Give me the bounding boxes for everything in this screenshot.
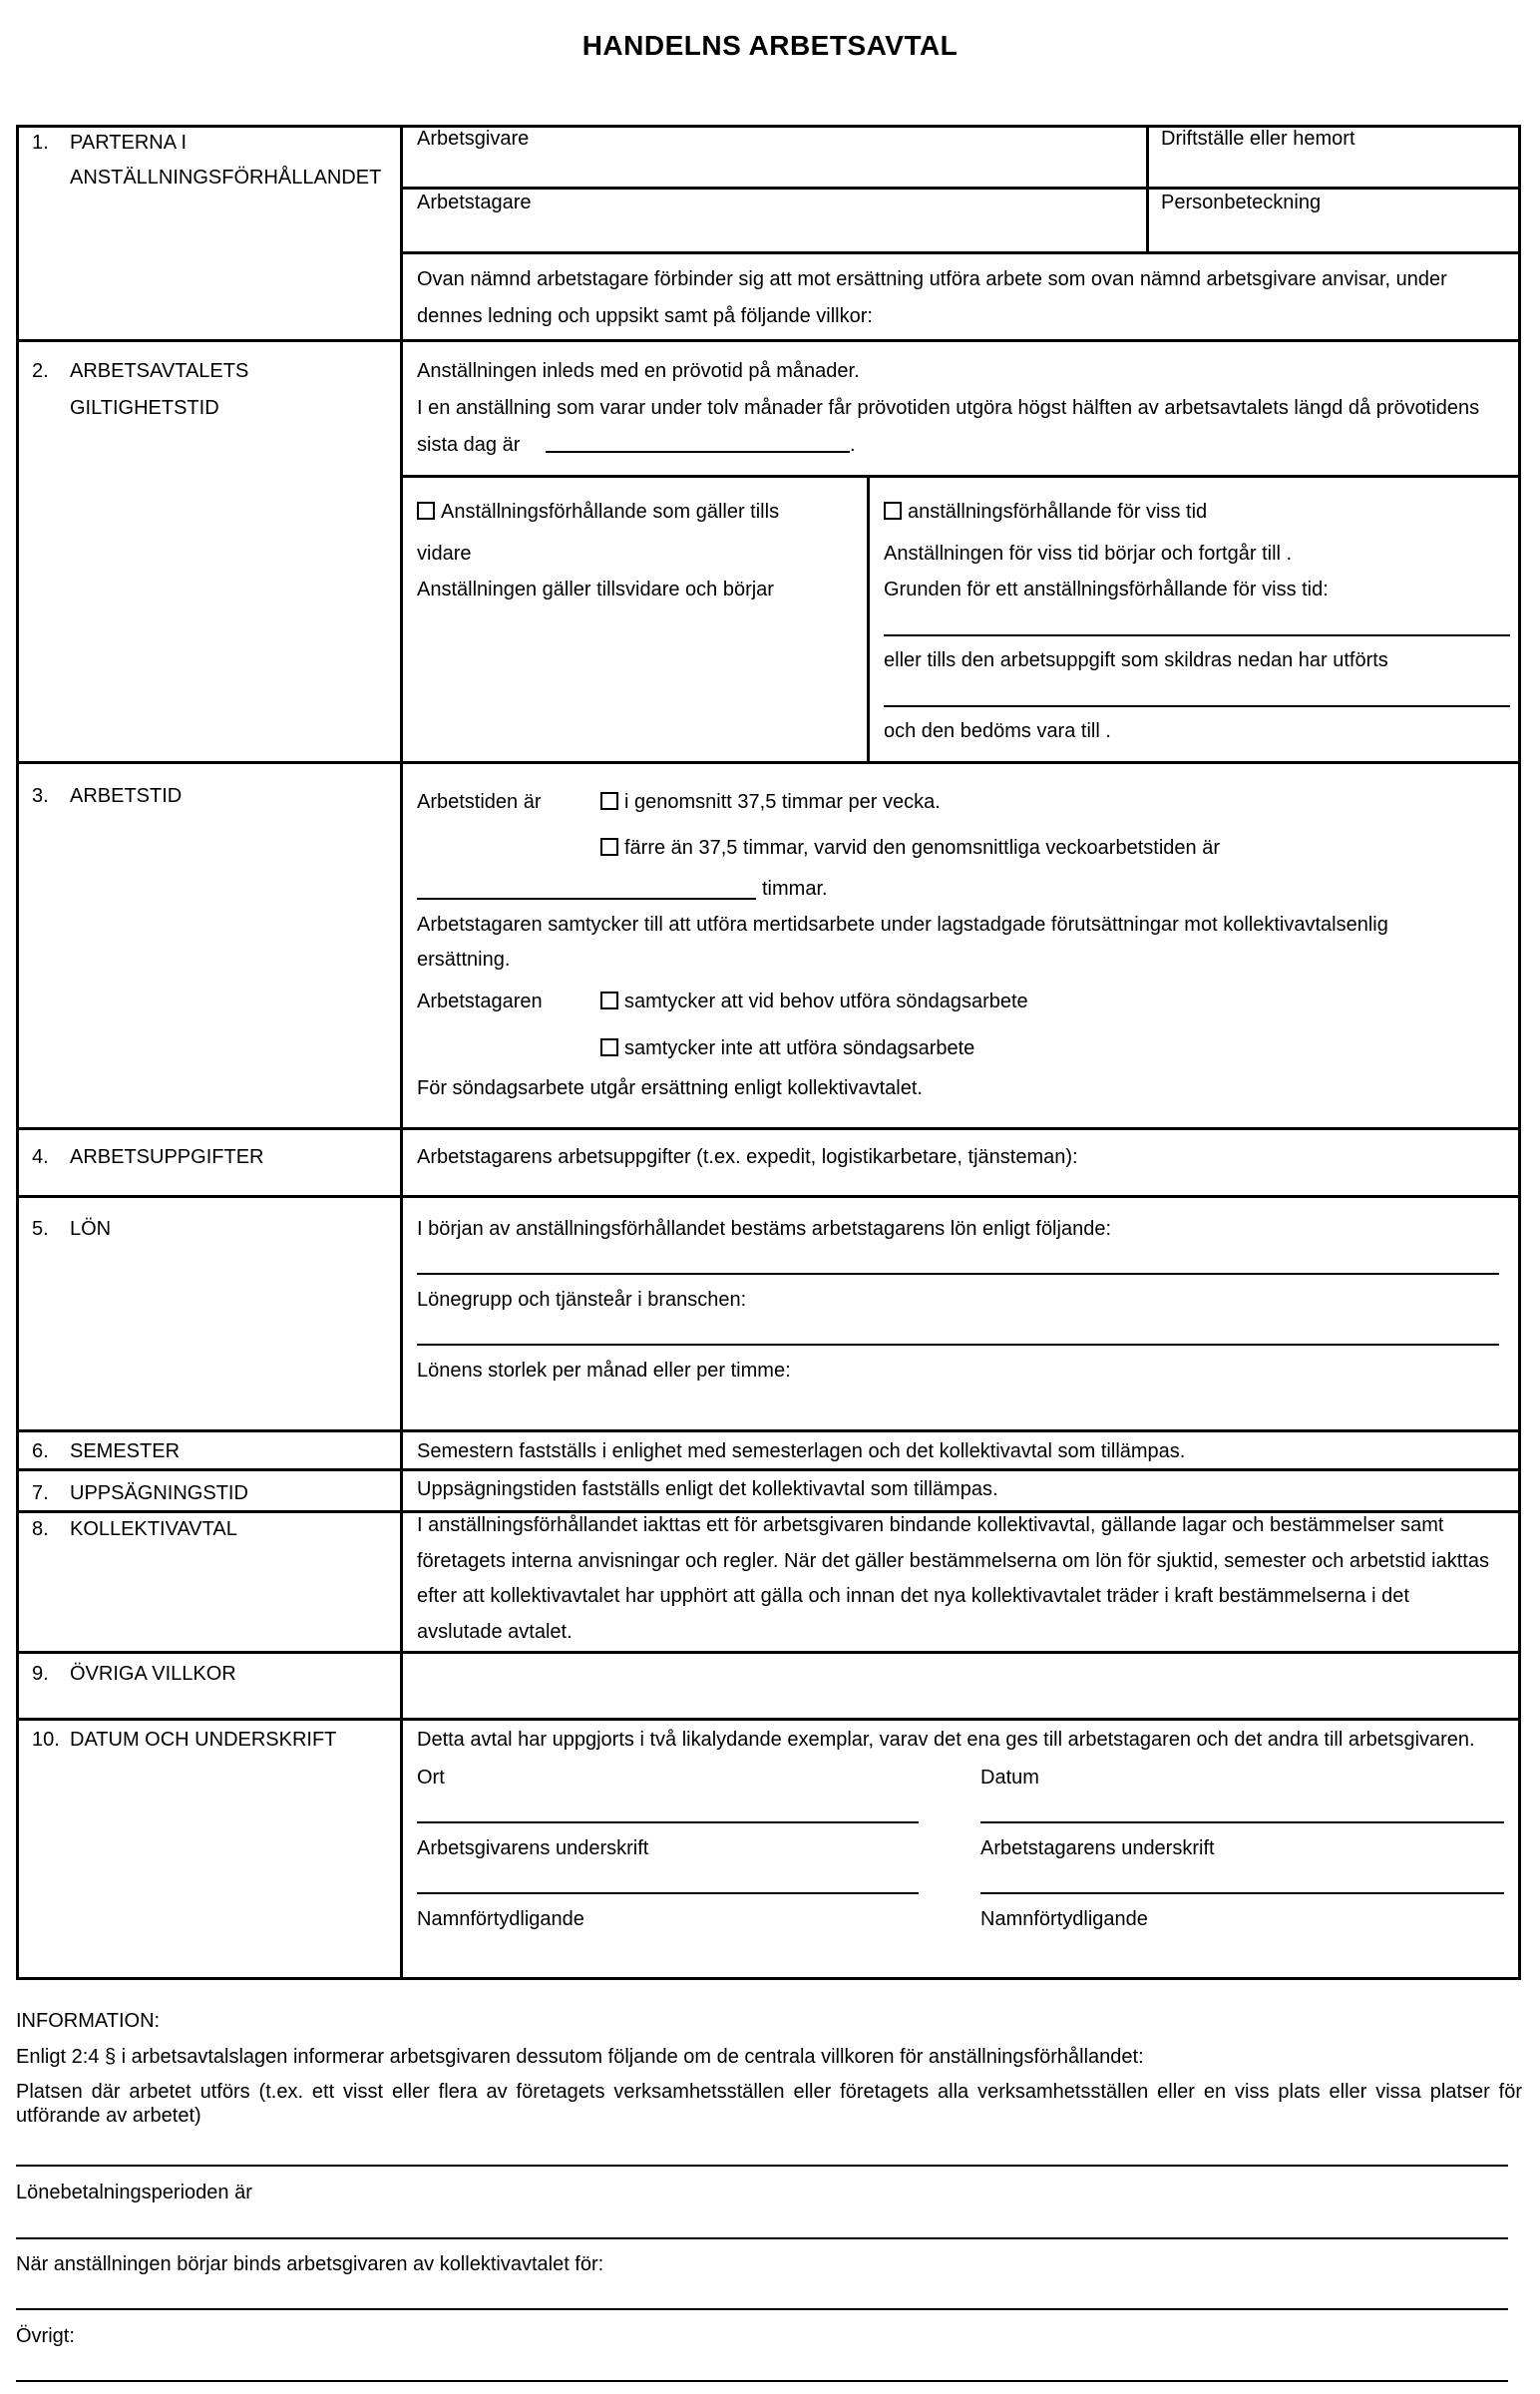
pay-period-line[interactable] xyxy=(16,2237,1508,2239)
s1-text-line1: Ovan nämnd arbetstagare förbinder sig att mot ersättning utföra arbete som ovan nämnd arbetsgivare anvisar, under xyxy=(417,268,1447,290)
info-intro: Enligt 2:4 § i arbetsavtalslagen informerar arbetsgivaren dessutom följande om de centrala villkoren för anställningsförhållandet: xyxy=(16,2046,1144,2068)
s2-number: 2. xyxy=(32,360,49,382)
s1-row-divider xyxy=(400,187,1521,190)
salary-group-label: Lönegrupp och tjänsteår i branschen: xyxy=(417,1289,747,1311)
collective-agreement-line[interactable] xyxy=(16,2308,1508,2310)
workplace-line[interactable] xyxy=(16,2165,1508,2167)
divider-s3 xyxy=(16,761,1521,764)
other-line[interactable] xyxy=(16,2380,1508,2382)
fixed-term-label: anställningsförhållande för viss tid xyxy=(908,501,1208,523)
fulltime-option[interactable] xyxy=(600,790,941,814)
s8-label: KOLLEKTIVAVTAL xyxy=(70,1518,237,1540)
employer-signature-line[interactable] xyxy=(417,1892,919,1894)
s10-number: 10. xyxy=(32,1729,60,1751)
info-collective-agreement: När anställningen börjar binds arbetsgivaren av kollektivavtalet för: xyxy=(16,2253,604,2275)
parttime-checkbox[interactable] xyxy=(600,838,618,856)
info-pay-period: Lönebetalningsperioden är xyxy=(16,2182,252,2203)
other-terms-field[interactable] xyxy=(403,1654,1518,1716)
sunday-consent-label: samtycker att vid behov utföra söndagsarbete xyxy=(624,991,1028,1012)
s9-number: 9. xyxy=(32,1663,49,1685)
overtime-consent-line2: ersättning. xyxy=(417,949,511,971)
personal-id-field-label: Personbeteckning xyxy=(1161,192,1322,213)
vacation-text: Semestern fastställs i enlighet med semesterlagen och det kollektivavtal som tillämpas. xyxy=(417,1440,1186,1462)
place-line[interactable] xyxy=(417,1821,919,1823)
salary-intro: I början av anställningsförhållandet bestäms arbetstagarens lön enligt följande: xyxy=(417,1218,1111,1240)
date-label: Datum xyxy=(980,1767,1039,1789)
sunday-decline-option[interactable] xyxy=(600,1036,974,1060)
s1-text-line2: dennes ledning och uppsikt samt på följande villkor: xyxy=(417,305,873,327)
s7-number: 7. xyxy=(32,1482,49,1504)
salary-group-line[interactable] xyxy=(417,1344,1499,1346)
employer-field-label: Arbetsgivare xyxy=(417,128,530,150)
trial-end-label: sista dag är xyxy=(417,434,521,456)
fixed-term-reason-line[interactable] xyxy=(884,634,1510,636)
s1-label-line2: ANSTÄLLNINGSFÖRHÅLLANDET xyxy=(70,167,382,189)
s3-label: ARBETSTID xyxy=(70,785,183,807)
sunday-decline-checkbox[interactable] xyxy=(600,1038,618,1056)
divider-s7 xyxy=(16,1468,1521,1471)
parttime-option[interactable] xyxy=(600,836,1220,860)
s1-row-divider-2 xyxy=(400,251,1521,254)
employee-name-label: Namnförtydligande xyxy=(980,1908,1148,1930)
document-title: HANDELNS ARBETSAVTAL xyxy=(581,30,959,61)
s2-col-divider xyxy=(867,475,870,762)
s9-label: ÖVRIGA VILLKOR xyxy=(70,1663,236,1685)
divider-s4 xyxy=(16,1127,1521,1130)
s4-label: ARBETSUPPGIFTER xyxy=(70,1146,264,1168)
s10-label: DATUM OCH UNDERSKRIFT xyxy=(70,1729,337,1751)
s1-number: 1. xyxy=(32,132,49,154)
open-ended-checkbox[interactable] xyxy=(417,502,435,520)
divider-s5 xyxy=(16,1195,1521,1198)
employee-field-label: Arbetstagare xyxy=(417,192,532,213)
hours-unit: timmar. xyxy=(762,878,828,900)
collective-agreement-line2: företagets interna anvisningar och regler. När det gäller bestämmelserna om lön för sjuktid, semester och arbetstid iakttas xyxy=(417,1550,1489,1572)
fixed-term-period: Anställningen för viss tid börjar och fortgår till . xyxy=(884,543,1293,565)
fixed-term-task-line[interactable] xyxy=(884,705,1510,707)
s2-label-line1: ARBETSAVTALETS xyxy=(70,360,249,382)
fixed-term-reason: Grunden för ett anställningsförhållande för viss tid: xyxy=(884,579,1329,600)
open-ended-label: Anställningsförhållande som gäller tills xyxy=(441,501,780,523)
sunday-consent-checkbox[interactable] xyxy=(600,992,618,1009)
trial-end-line[interactable] xyxy=(546,451,850,453)
fixed-term-estimate: och den bedöms vara till . xyxy=(884,720,1111,742)
collective-agreement-line3: efter att kollektivavtalet har upphört att gälla och innan det nya kollektivavtalet träder i kraft bestämmelserna i det xyxy=(417,1585,1409,1607)
salary-line[interactable] xyxy=(417,1273,1499,1275)
overtime-consent-line1: Arbetstagaren samtycker till att utföra mertidsarbete under lagstadgade förutsättningar mot kollektivavtalsenlig xyxy=(417,914,1388,936)
divider-s2 xyxy=(16,339,1521,342)
trial-end-period: . xyxy=(850,434,856,456)
sunday-decline-label: samtycker inte att utföra söndagsarbete xyxy=(624,1037,975,1059)
s2-row-divider xyxy=(400,475,1521,478)
open-ended-option[interactable] xyxy=(417,500,779,524)
sunday-consent-option[interactable] xyxy=(600,990,1028,1013)
place-label: Ort xyxy=(417,1767,445,1789)
fixed-term-task: eller tills den arbetsuppgift som skildras nedan har utförts xyxy=(884,649,1388,671)
s6-label: SEMESTER xyxy=(70,1440,181,1462)
fixed-term-option[interactable] xyxy=(884,500,1207,524)
info-workplace: Platsen där arbetet utförs (t.ex. ett visst eller flera av företagets verksamhetsställen eller företagets alla verksamhetsställen eller en viss plats eller vissa platser för utförande av arbetet) xyxy=(16,2081,1522,2127)
s1-label-line1: PARTERNA I xyxy=(70,132,188,154)
date-line[interactable] xyxy=(980,1821,1504,1823)
fulltime-label: i genomsnitt 37,5 timmar per vecka. xyxy=(624,791,941,813)
collective-agreement-line4: avslutade avtalet. xyxy=(417,1621,573,1643)
s4-number: 4. xyxy=(32,1146,49,1168)
notice-period-text: Uppsägningstiden fastställs enligt det kollektivavtal som tillämpas. xyxy=(417,1478,998,1500)
s3-number: 3. xyxy=(32,785,49,807)
s8-number: 8. xyxy=(32,1518,49,1540)
open-ended-start: Anställningen gäller tillsvidare och börjar xyxy=(417,579,774,600)
collective-agreement-line1: I anställningsförhållandet iakttas ett för arbetsgivaren bindande kollektivavtal, gällande lagar och bestämmelser samt xyxy=(417,1514,1444,1536)
trial-period-text: Anställningen inleds med en prövotid på månader. xyxy=(417,360,860,382)
fulltime-checkbox[interactable] xyxy=(600,792,618,810)
s5-number: 5. xyxy=(32,1218,49,1240)
salary-amount-label: Lönens storlek per månad eller per timme: xyxy=(417,1360,791,1382)
employee-signature-label: Arbetstagarens underskrift xyxy=(980,1837,1215,1859)
parttime-label: färre än 37,5 timmar, varvid den genomsnittliga veckoarbetstiden är xyxy=(624,837,1220,859)
employer-signature-label: Arbetsgivarens underskrift xyxy=(417,1837,649,1859)
s6-number: 6. xyxy=(32,1440,49,1462)
employer-name-label: Namnförtydligande xyxy=(417,1908,584,1930)
trial-period-rule: I en anställning som varar under tolv månader får prövotiden utgöra högst hälften av arbetsavtalets längd då prövotidens xyxy=(417,397,1480,419)
fixed-term-checkbox[interactable] xyxy=(884,502,902,520)
employee-signature-line[interactable] xyxy=(980,1892,1504,1894)
s5-label: LÖN xyxy=(70,1218,112,1240)
s1-col-divider xyxy=(1146,125,1149,252)
site-field-label: Driftställe eller hemort xyxy=(1161,128,1355,150)
sunday-pay-text: För söndagsarbete utgår ersättning enligt kollektivavtalet. xyxy=(417,1077,923,1099)
signature-intro: Detta avtal har uppgjorts i två likalydande exemplar, varav det ena ges till arbetstagaren och det andra till arbetsgivaren. xyxy=(417,1729,1475,1751)
divider-s10 xyxy=(16,1718,1521,1721)
s7-label: UPPSÄGNINGSTID xyxy=(70,1482,248,1504)
job-duties-text: Arbetstagarens arbetsuppgifter (t.ex. expedit, logistikarbetare, tjänsteman): xyxy=(417,1146,1078,1168)
working-time-prefix: Arbetstiden är xyxy=(417,791,542,813)
s2-label-line2: GILTIGHETSTID xyxy=(70,397,219,419)
divider-s6 xyxy=(16,1429,1521,1432)
parttime-hours-line[interactable] xyxy=(417,898,756,900)
sunday-prefix: Arbetstagaren xyxy=(417,991,543,1012)
info-other: Övrigt: xyxy=(16,2325,75,2347)
open-ended-label-cont: vidare xyxy=(417,543,472,565)
info-heading: INFORMATION: xyxy=(16,2010,161,2032)
